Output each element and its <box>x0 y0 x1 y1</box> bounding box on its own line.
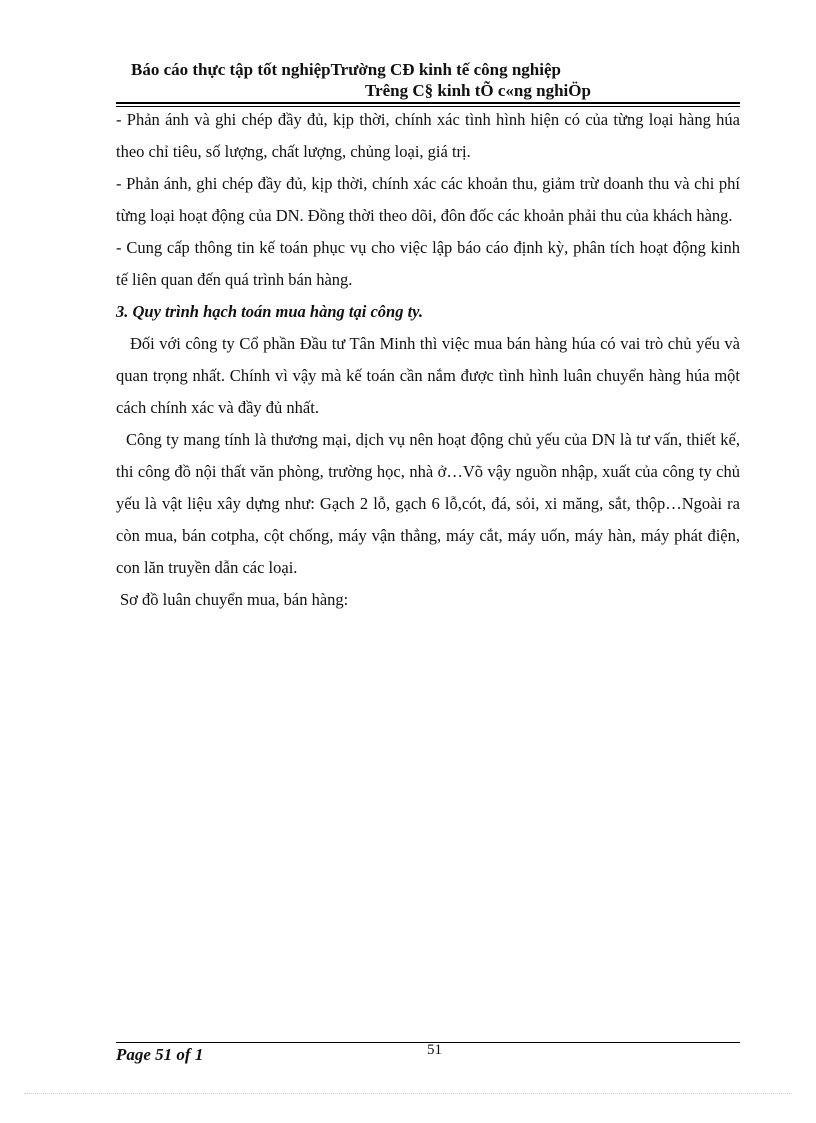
section-heading: 3. Quy trình hạch toán mua hàng tại công ty. <box>116 302 423 321</box>
header-subtitle: Trêng C§ kinh tÕ c«ng nghiÖp <box>365 81 591 100</box>
diagram-caption: Sơ đồ luân chuyển mua, bán hàng: <box>120 590 349 609</box>
page-edge-divider <box>24 1093 792 1094</box>
header-title: Báo cáo thực tập tốt nghiệpTrường CĐ kinh tế công nghiệp <box>131 60 561 79</box>
page-number: 51 <box>427 1042 442 1058</box>
document-body <box>116 104 740 616</box>
bullet-paragraph-1: - Phản ánh và ghi chép đầy đủ, kịp thời, chính xác tình hình hiện có của từng loại hàng húa theo chỉ tiêu, số lượng, chất lượng, chủng loại, giá trị. <box>116 110 740 161</box>
body-paragraph-1: Đối với công ty Cổ phần Đầu tư Tân Minh thì việc mua bán hàng húa có vai trò chủ yếu và quan trọng nhất. Chính vì vậy mà kế toán cần nắm được tình hình luân chuyển hàng húa một cách chính xác và đầy đủ nhất. <box>116 334 740 417</box>
footer-page-label: Page 51 of 1 <box>116 1045 204 1064</box>
body-paragraph-2: Công ty mang tính là thương mại, dịch vụ nên hoạt động chủ yếu của DN là tư vấn, thiết kế, thi công đồ nội thất văn phòng, trường học, nhà ở…Võ vậy nguồn nhập, xuất của công ty chủ yếu là vật liệu xây dựng như: Gạch 2 lỗ, gạch 6 lỗ,cót, đá, sỏi, xi măng, sắt, thộp…Ngoài ra còn mua, bán cotpha, cột chống, máy vận thẳng, máy cắt, máy uốn, máy hàn, máy phát điện, con lăn truyền dẫn các loại. <box>116 430 740 577</box>
bullet-paragraph-2: - Phản ánh, ghi chép đầy đủ, kịp thời, chính xác các khoản thu, giảm trừ doanh thu và chi phí từng loại hoạt động của DN. Đồng thời theo dõi, đôn đốc các khoản phải thu của khách hàng. <box>116 174 740 225</box>
bullet-paragraph-3: - Cung cấp thông tin kế toán phục vụ cho việc lập báo cáo định kỳ, phân tích hoạt động kinh tế liên quan đến quá trình bán hàng. <box>116 238 740 289</box>
